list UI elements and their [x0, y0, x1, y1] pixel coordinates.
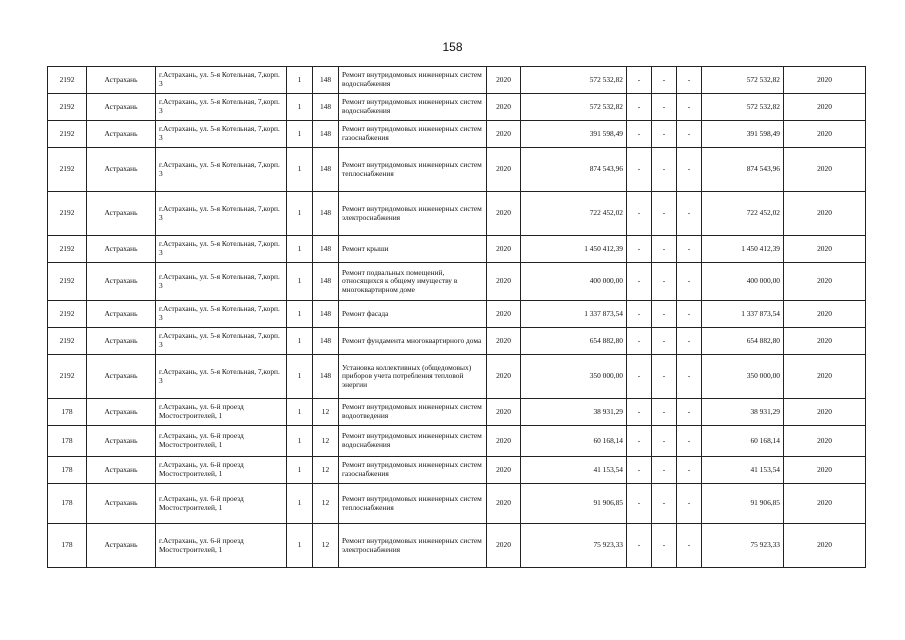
- empty-cell: -: [627, 399, 652, 426]
- floors-cell: 1: [287, 236, 313, 263]
- house-id-cell: 2192: [48, 94, 87, 121]
- amount-cell: 350 000,00: [521, 355, 627, 399]
- total-amount-cell: 572 532,82: [702, 94, 784, 121]
- empty-cell: -: [677, 148, 702, 192]
- address-cell: г.Астрахань, ул. 6-й проезд Мостостроителей, 1: [156, 524, 287, 568]
- city-cell: Астрахань: [87, 301, 156, 328]
- city-cell: Астрахань: [87, 121, 156, 148]
- empty-cell: -: [677, 355, 702, 399]
- empty-cell: -: [627, 148, 652, 192]
- work-type-cell: Ремонт внутридомовых инженерных систем водоснабжения: [339, 94, 487, 121]
- work-type-cell: Ремонт подвальных помещений, относящихся к общему имуществу в многоквартирном доме: [339, 263, 487, 301]
- empty-cell: -: [652, 94, 677, 121]
- empty-cell: -: [627, 524, 652, 568]
- year-cell: 2020: [487, 94, 521, 121]
- table-row: [48, 484, 866, 524]
- total-amount-cell: 41 153,54: [702, 457, 784, 484]
- total-amount-cell: 350 000,00: [702, 355, 784, 399]
- year-cell: 2020: [487, 263, 521, 301]
- flats-cell: 148: [313, 328, 339, 355]
- floors-cell: 1: [287, 301, 313, 328]
- city-cell: Астрахань: [87, 328, 156, 355]
- address-cell: г.Астрахань, ул. 6-й проезд Мостостроителей, 1: [156, 457, 287, 484]
- empty-cell: -: [677, 67, 702, 94]
- empty-cell: -: [652, 67, 677, 94]
- year-cell: 2020: [487, 399, 521, 426]
- table-row: [48, 355, 866, 399]
- total-amount-cell: 91 906,85: [702, 484, 784, 524]
- table-row: [48, 263, 866, 301]
- amount-cell: 391 598,49: [521, 121, 627, 148]
- table-body: [48, 67, 866, 568]
- completion-year-cell: 2020: [784, 121, 866, 148]
- house-id-cell: 178: [48, 524, 87, 568]
- address-cell: г.Астрахань, ул. 5-я Котельная, 7,корп. 3: [156, 328, 287, 355]
- flats-cell: 148: [313, 301, 339, 328]
- address-cell: г.Астрахань, ул. 5-я Котельная, 7,корп. 3: [156, 148, 287, 192]
- table-row: [48, 524, 866, 568]
- empty-cell: -: [627, 236, 652, 263]
- flats-cell: 12: [313, 426, 339, 457]
- year-cell: 2020: [487, 524, 521, 568]
- city-cell: Астрахань: [87, 484, 156, 524]
- empty-cell: -: [627, 426, 652, 457]
- flats-cell: 12: [313, 484, 339, 524]
- flats-cell: 148: [313, 355, 339, 399]
- house-id-cell: 2192: [48, 355, 87, 399]
- amount-cell: 38 931,29: [521, 399, 627, 426]
- total-amount-cell: 572 532,82: [702, 67, 784, 94]
- work-type-cell: Установка коллективных (общедомовых) приборов учета потребления тепловой энергии: [339, 355, 487, 399]
- completion-year-cell: 2020: [784, 426, 866, 457]
- table-row: [48, 457, 866, 484]
- flats-cell: 148: [313, 263, 339, 301]
- house-id-cell: 2192: [48, 192, 87, 236]
- city-cell: Астрахань: [87, 355, 156, 399]
- empty-cell: -: [627, 484, 652, 524]
- completion-year-cell: 2020: [784, 67, 866, 94]
- address-cell: г.Астрахань, ул. 5-я Котельная, 7,корп. 3: [156, 236, 287, 263]
- work-type-cell: Ремонт внутридомовых инженерных систем теплоснабжения: [339, 484, 487, 524]
- floors-cell: 1: [287, 399, 313, 426]
- work-type-cell: Ремонт фундамента многоквартирного дома: [339, 328, 487, 355]
- floors-cell: 1: [287, 121, 313, 148]
- empty-cell: -: [627, 457, 652, 484]
- flats-cell: 148: [313, 148, 339, 192]
- completion-year-cell: 2020: [784, 192, 866, 236]
- floors-cell: 1: [287, 263, 313, 301]
- address-cell: г.Астрахань, ул. 5-я Котельная, 7,корп. 3: [156, 263, 287, 301]
- address-cell: г.Астрахань, ул. 5-я Котельная, 7,корп. 3: [156, 94, 287, 121]
- year-cell: 2020: [487, 236, 521, 263]
- city-cell: Астрахань: [87, 399, 156, 426]
- empty-cell: -: [677, 399, 702, 426]
- empty-cell: -: [652, 328, 677, 355]
- amount-cell: 1 450 412,39: [521, 236, 627, 263]
- floors-cell: 1: [287, 148, 313, 192]
- empty-cell: -: [627, 355, 652, 399]
- table-row: [48, 121, 866, 148]
- total-amount-cell: 654 882,80: [702, 328, 784, 355]
- table-row: [48, 328, 866, 355]
- flats-cell: 148: [313, 236, 339, 263]
- total-amount-cell: 391 598,49: [702, 121, 784, 148]
- floors-cell: 1: [287, 355, 313, 399]
- completion-year-cell: 2020: [784, 263, 866, 301]
- empty-cell: -: [677, 94, 702, 121]
- address-cell: г.Астрахань, ул. 5-я Котельная, 7,корп. 3: [156, 67, 287, 94]
- year-cell: 2020: [487, 67, 521, 94]
- completion-year-cell: 2020: [784, 301, 866, 328]
- house-id-cell: 178: [48, 484, 87, 524]
- empty-cell: -: [652, 426, 677, 457]
- table-row: [48, 236, 866, 263]
- amount-cell: 654 882,80: [521, 328, 627, 355]
- empty-cell: -: [652, 524, 677, 568]
- empty-cell: -: [652, 263, 677, 301]
- house-id-cell: 2192: [48, 67, 87, 94]
- amount-cell: 400 000,00: [521, 263, 627, 301]
- city-cell: Астрахань: [87, 263, 156, 301]
- empty-cell: -: [652, 484, 677, 524]
- address-cell: г.Астрахань, ул. 6-й проезд Мостостроителей, 1: [156, 399, 287, 426]
- empty-cell: -: [677, 457, 702, 484]
- year-cell: 2020: [487, 328, 521, 355]
- repair-register-table: [47, 66, 866, 568]
- amount-cell: 572 532,82: [521, 94, 627, 121]
- completion-year-cell: 2020: [784, 94, 866, 121]
- empty-cell: -: [677, 426, 702, 457]
- empty-cell: -: [627, 263, 652, 301]
- city-cell: Астрахань: [87, 426, 156, 457]
- flats-cell: 12: [313, 524, 339, 568]
- work-type-cell: Ремонт внутридомовых инженерных систем газоснабжения: [339, 457, 487, 484]
- empty-cell: -: [652, 236, 677, 263]
- flats-cell: 148: [313, 192, 339, 236]
- year-cell: 2020: [487, 457, 521, 484]
- city-cell: Астрахань: [87, 524, 156, 568]
- floors-cell: 1: [287, 457, 313, 484]
- empty-cell: -: [652, 355, 677, 399]
- amount-cell: 75 923,33: [521, 524, 627, 568]
- floors-cell: 1: [287, 192, 313, 236]
- empty-cell: -: [652, 192, 677, 236]
- completion-year-cell: 2020: [784, 355, 866, 399]
- floors-cell: 1: [287, 94, 313, 121]
- work-type-cell: Ремонт фасада: [339, 301, 487, 328]
- amount-cell: 874 543,96: [521, 148, 627, 192]
- year-cell: 2020: [487, 121, 521, 148]
- address-cell: г.Астрахань, ул. 5-я Котельная, 7,корп. 3: [156, 121, 287, 148]
- year-cell: 2020: [487, 192, 521, 236]
- empty-cell: -: [652, 148, 677, 192]
- year-cell: 2020: [487, 355, 521, 399]
- year-cell: 2020: [487, 426, 521, 457]
- empty-cell: -: [627, 301, 652, 328]
- address-cell: г.Астрахань, ул. 5-я Котельная, 7,корп. 3: [156, 192, 287, 236]
- flats-cell: 12: [313, 457, 339, 484]
- city-cell: Астрахань: [87, 148, 156, 192]
- house-id-cell: 178: [48, 399, 87, 426]
- total-amount-cell: 38 931,29: [702, 399, 784, 426]
- completion-year-cell: 2020: [784, 457, 866, 484]
- floors-cell: 1: [287, 328, 313, 355]
- empty-cell: -: [627, 192, 652, 236]
- amount-cell: 91 906,85: [521, 484, 627, 524]
- empty-cell: -: [652, 399, 677, 426]
- flats-cell: 148: [313, 67, 339, 94]
- amount-cell: 572 532,82: [521, 67, 627, 94]
- amount-cell: 722 452,02: [521, 192, 627, 236]
- house-id-cell: 2192: [48, 301, 87, 328]
- year-cell: 2020: [487, 484, 521, 524]
- house-id-cell: 2192: [48, 236, 87, 263]
- empty-cell: -: [677, 192, 702, 236]
- work-type-cell: Ремонт внутридомовых инженерных систем водоснабжения: [339, 67, 487, 94]
- empty-cell: -: [627, 328, 652, 355]
- floors-cell: 1: [287, 524, 313, 568]
- flats-cell: 148: [313, 94, 339, 121]
- completion-year-cell: 2020: [784, 484, 866, 524]
- flats-cell: 12: [313, 399, 339, 426]
- total-amount-cell: 1 337 873,54: [702, 301, 784, 328]
- house-id-cell: 2192: [48, 263, 87, 301]
- work-type-cell: Ремонт внутридомовых инженерных систем водоотведения: [339, 399, 487, 426]
- completion-year-cell: 2020: [784, 236, 866, 263]
- empty-cell: -: [677, 301, 702, 328]
- table-row: [48, 426, 866, 457]
- house-id-cell: 2192: [48, 121, 87, 148]
- address-cell: г.Астрахань, ул. 6-й проезд Мостостроителей, 1: [156, 484, 287, 524]
- empty-cell: -: [677, 121, 702, 148]
- empty-cell: -: [677, 236, 702, 263]
- empty-cell: -: [677, 328, 702, 355]
- city-cell: Астрахань: [87, 192, 156, 236]
- total-amount-cell: 400 000,00: [702, 263, 784, 301]
- empty-cell: -: [627, 121, 652, 148]
- total-amount-cell: 1 450 412,39: [702, 236, 784, 263]
- address-cell: г.Астрахань, ул. 6-й проезд Мостостроителей, 1: [156, 426, 287, 457]
- empty-cell: -: [652, 457, 677, 484]
- table-row: [48, 399, 866, 426]
- amount-cell: 1 337 873,54: [521, 301, 627, 328]
- empty-cell: -: [677, 263, 702, 301]
- work-type-cell: Ремонт внутридомовых инженерных систем теплоснабжения: [339, 148, 487, 192]
- work-type-cell: Ремонт внутридомовых инженерных систем газоснабжения: [339, 121, 487, 148]
- city-cell: Астрахань: [87, 67, 156, 94]
- city-cell: Астрахань: [87, 457, 156, 484]
- work-type-cell: Ремонт внутридомовых инженерных систем электроснабжения: [339, 192, 487, 236]
- table-row: [48, 94, 866, 121]
- house-id-cell: 2192: [48, 148, 87, 192]
- empty-cell: -: [677, 524, 702, 568]
- table-row: [48, 301, 866, 328]
- house-id-cell: 2192: [48, 328, 87, 355]
- table-row: [48, 67, 866, 94]
- empty-cell: -: [677, 484, 702, 524]
- completion-year-cell: 2020: [784, 524, 866, 568]
- completion-year-cell: 2020: [784, 148, 866, 192]
- empty-cell: -: [627, 94, 652, 121]
- empty-cell: -: [652, 301, 677, 328]
- work-type-cell: Ремонт внутридомовых инженерных систем электроснабжения: [339, 524, 487, 568]
- total-amount-cell: 722 452,02: [702, 192, 784, 236]
- flats-cell: 148: [313, 121, 339, 148]
- work-type-cell: Ремонт внутридомовых инженерных систем водоснабжения: [339, 426, 487, 457]
- city-cell: Астрахань: [87, 236, 156, 263]
- completion-year-cell: 2020: [784, 328, 866, 355]
- total-amount-cell: 60 168,14: [702, 426, 784, 457]
- address-cell: г.Астрахань, ул. 5-я Котельная, 7,корп. 3: [156, 355, 287, 399]
- completion-year-cell: 2020: [784, 399, 866, 426]
- amount-cell: 41 153,54: [521, 457, 627, 484]
- page-number: 158: [442, 40, 463, 54]
- city-cell: Астрахань: [87, 94, 156, 121]
- year-cell: 2020: [487, 148, 521, 192]
- floors-cell: 1: [287, 426, 313, 457]
- empty-cell: -: [627, 67, 652, 94]
- year-cell: 2020: [487, 301, 521, 328]
- table-row: [48, 148, 866, 192]
- empty-cell: -: [652, 121, 677, 148]
- floors-cell: 1: [287, 67, 313, 94]
- house-id-cell: 178: [48, 426, 87, 457]
- house-id-cell: 178: [48, 457, 87, 484]
- floors-cell: 1: [287, 484, 313, 524]
- total-amount-cell: 874 543,96: [702, 148, 784, 192]
- work-type-cell: Ремонт крыши: [339, 236, 487, 263]
- table-row: [48, 192, 866, 236]
- total-amount-cell: 75 923,33: [702, 524, 784, 568]
- amount-cell: 60 168,14: [521, 426, 627, 457]
- address-cell: г.Астрахань, ул. 5-я Котельная, 7,корп. 3: [156, 301, 287, 328]
